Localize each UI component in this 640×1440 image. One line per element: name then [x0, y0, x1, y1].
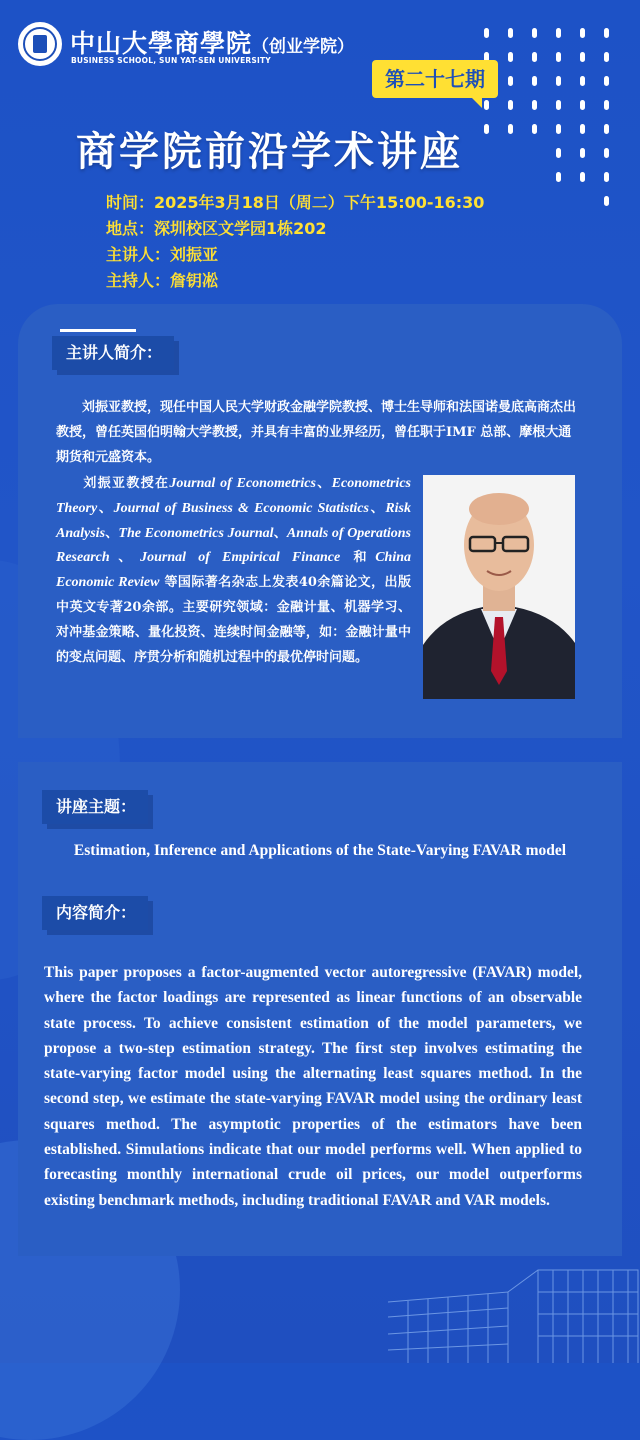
dot: [508, 100, 513, 110]
dot: [580, 124, 585, 134]
dot: [556, 172, 561, 182]
school-name: [70, 24, 354, 60]
dot: [556, 28, 561, 38]
separator: 、: [97, 500, 114, 516]
journal-name: Journal of Econometrics: [169, 476, 316, 491]
school-name-text: 中山大學商學院: [70, 29, 253, 58]
conjunction: 和: [340, 550, 376, 566]
journal-name: Journal of Empirical Finance: [140, 550, 341, 566]
school-suffix: （创业学院）: [252, 37, 355, 57]
dot: [604, 196, 609, 206]
dot: [556, 76, 561, 86]
journal-name: The Econometrics Journal: [118, 525, 274, 541]
speaker-photo: [423, 475, 575, 699]
journal-name: China Economic Review: [56, 550, 412, 591]
journal-name: Risk Analysis: [56, 500, 411, 541]
dot: [580, 148, 585, 158]
poster-title: 商学院前沿学术讲座: [76, 129, 463, 175]
dot: [532, 76, 537, 86]
dot: [532, 100, 537, 110]
dot-pattern: [484, 28, 634, 218]
dot: [556, 52, 561, 62]
event-time: 时间：2025年3月18日（周二）下午15:00-16:30: [106, 193, 485, 212]
speaker-publications: [56, 472, 411, 670]
dot: [508, 52, 513, 62]
bio-text: 刘振亚教授，现任中国人民大学财政金融学院教授、博士生导师和法国诺曼底高商杰出教授，曾任英国伯明翰大学教授，并具有丰富的业界经历，曾任职于IMF 总部、摩根大通期货和元盛资本。: [56, 400, 577, 465]
heading-underline: [60, 329, 136, 332]
dot: [604, 124, 609, 134]
dot: [604, 76, 609, 86]
dot: [580, 100, 585, 110]
university-logo: [18, 22, 62, 66]
separator: 、: [105, 525, 119, 541]
dot: [580, 52, 585, 62]
journal-name: Annals of Operations Research: [56, 525, 411, 566]
lecture-topic-heading: 讲座主题：: [42, 790, 148, 824]
dot: [556, 124, 561, 134]
dot: [604, 148, 609, 158]
issue-badge: 第二十七期: [372, 60, 498, 98]
school-name-en: BUSINESS SCHOOL, SUN YAT-SEN UNIVERSITY: [71, 56, 271, 65]
journal-name: Journal of Business & Economic Statistics: [113, 500, 369, 516]
dot: [604, 28, 609, 38]
dot: [604, 52, 609, 62]
dot: [484, 28, 489, 38]
dot: [508, 76, 513, 86]
journal-name: Econometrics Theory: [56, 476, 411, 516]
lecture-abstract: This paper proposes a factor-augmented vector autoregressive (FAVAR) model, where the factor loadings are represented as linear functions of an observable state process. To achieve consistent estimation of the model parameters, we propose a two-step estimation strategy. The first step involves estimating the state-varying factor model using the alternating least squares method. In the second step, we estimate the state-varying FAVAR model using the ordinary least squares method. The asymptotic properties of the estimators have been established. Simulations indicate that our model performs well. When applied to forecasting monthly international crude oil prices, our model outperforms existing benchmark methods, including traditional FAVAR and VAR models.: [44, 964, 582, 1209]
dot: [508, 124, 513, 134]
separator: 、: [315, 476, 332, 491]
event-meta: [106, 190, 484, 294]
dot: [580, 28, 585, 38]
dot: [580, 76, 585, 86]
event-speaker: 主讲人：刘振亚: [106, 245, 219, 264]
dot: [532, 52, 537, 62]
dot: [556, 148, 561, 158]
speaker-bio-paragraph: [56, 395, 576, 470]
dot: [484, 100, 489, 110]
dot: [532, 28, 537, 38]
separator: 、: [109, 550, 141, 566]
dot: [484, 124, 489, 134]
dot: [508, 28, 513, 38]
event-place: 地点：深圳校区文学园1栋202: [106, 219, 327, 238]
dot: [556, 100, 561, 110]
abstract-heading: 内容简介：: [42, 896, 148, 930]
bio-text: 等国际著名杂志上发表40余篇论文，出版中英文专著20余部。主要研究领域：金融计量、机器学习、对冲基金策略、量化投资、连续时间金融等，如：金融计量中的变点问题、序贯分析和随机过程中的最优停时问题。: [56, 575, 411, 665]
separator: 、: [273, 525, 287, 541]
speaker-bio-heading: 主讲人简介：: [52, 336, 174, 370]
separator: 、: [368, 500, 386, 516]
lecture-topic: Estimation, Inference and Applications of the State-Varying FAVAR model: [73, 842, 567, 859]
campus-building-illustration: [388, 1262, 640, 1363]
event-host: 主持人：詹钥凇: [106, 271, 219, 290]
bio-text: 刘振亚教授在: [82, 476, 170, 491]
dot: [580, 172, 585, 182]
dot: [604, 100, 609, 110]
dot: [604, 172, 609, 182]
dot: [532, 124, 537, 134]
